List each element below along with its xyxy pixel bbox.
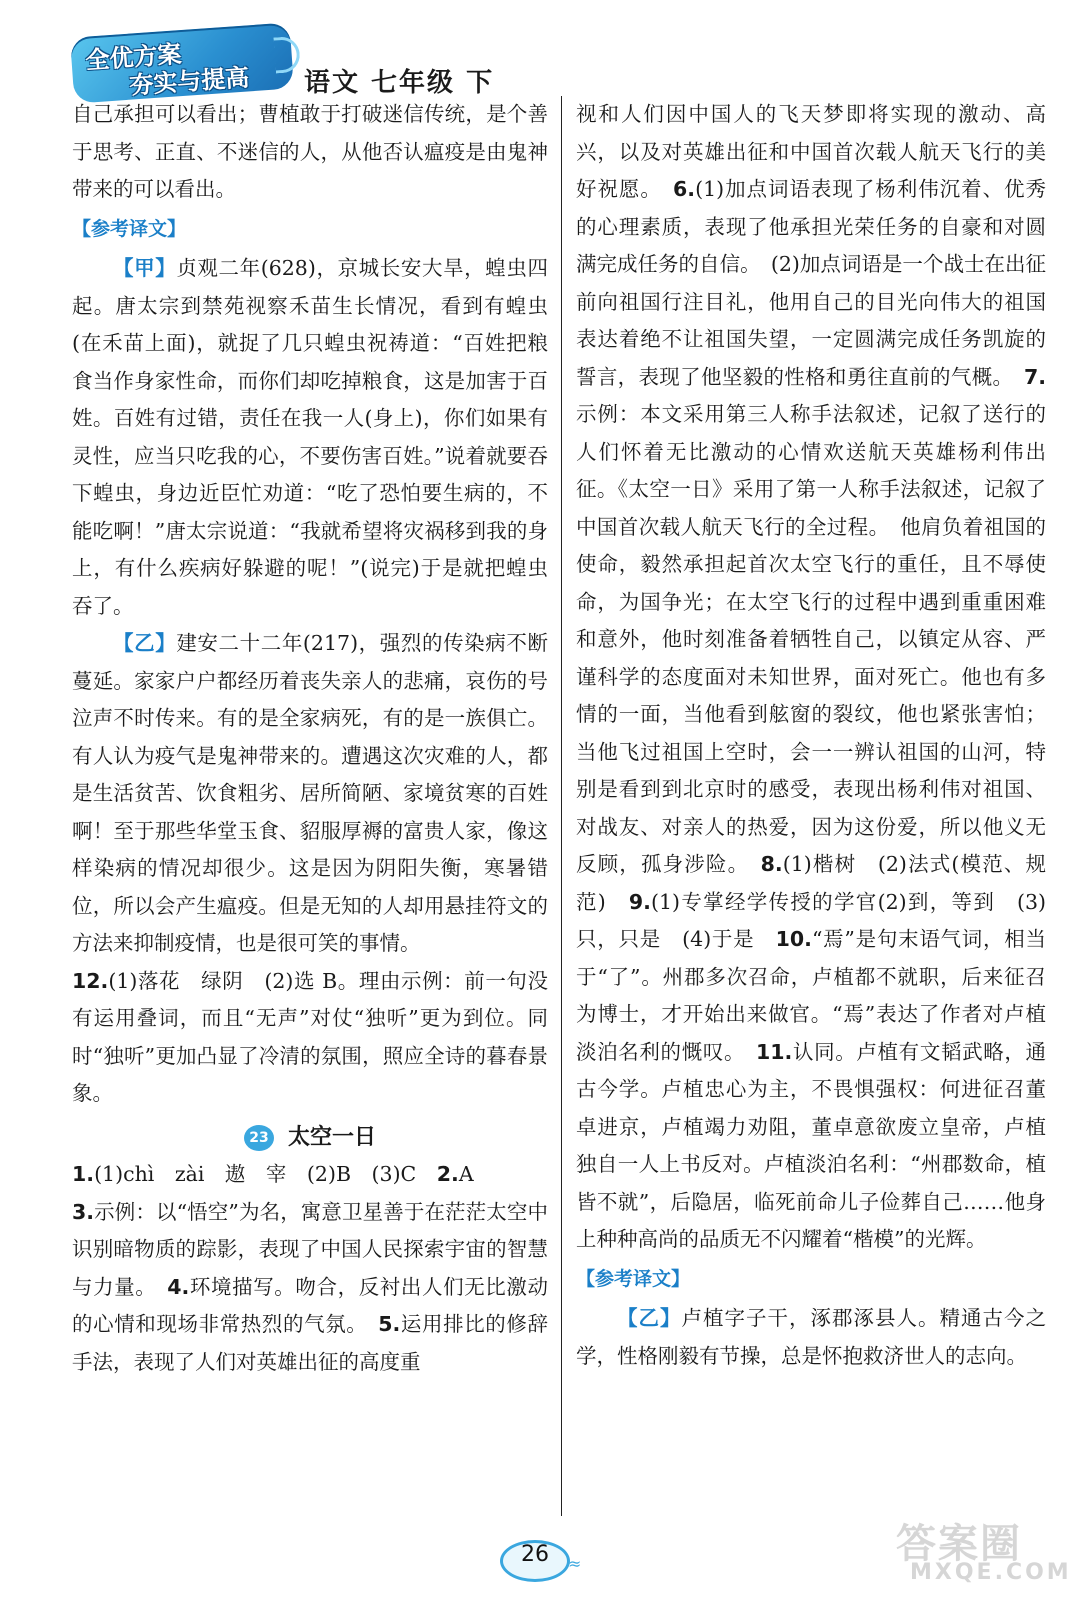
answer-text: “焉”是句末语气词，相当于“了”。州郡多次召命，卢植都不就职，后来征召为博士，才开始出来做官。“焉”表达了作者对卢植淡泊名利的慨叹。 — [576, 927, 1046, 1064]
section-title: 太空一日 — [287, 1124, 376, 1150]
answer-text: 运用排比的修辞手法，表现了人们对英雄出征的高度重 — [72, 1312, 549, 1374]
translation-jia — [72, 250, 548, 625]
answer-number: 11. — [756, 1039, 793, 1064]
jia-label: 【甲】 — [113, 256, 177, 280]
site-watermark — [890, 1512, 1070, 1592]
answer-number: 6. — [673, 177, 696, 201]
answer-number: 3. — [72, 1199, 95, 1224]
answer-12 — [72, 963, 548, 1113]
answer-text: (1)加点词语表现了杨利伟沉着、优秀的心理素质，表现了他承担光荣任务的自豪和对圆满完成任务的自信。 (2)加点词语是一个战士在出征前向祖国行注目礼，他用自己的目光向伟大的祖国表达着绝不让祖国失望，一定圆满完成任务凯旋的誓言，表现了他坚毅的性格和勇往直前的气概。 — [576, 177, 1047, 389]
logo-title: 全优方案 — [84, 40, 183, 75]
translation-yi — [72, 625, 548, 963]
answer-number: 9. — [628, 889, 651, 914]
wave-decoration-icon: ≈ — [568, 1554, 582, 1573]
subject-grade-label: 语文 七年级 下 — [304, 68, 495, 98]
answer-number: 1. — [72, 1162, 95, 1186]
brand-logo — [70, 22, 294, 103]
answer-text: 示例：以“悟空”为名，寓意卫星善于在茫茫太空中识别暗物质的踪影，表现了中国人民探索宇宙的智慧与力量。 — [72, 1199, 548, 1299]
answer-3-5 — [72, 1194, 548, 1382]
logo-subtitle: 夯实与提高 — [128, 63, 251, 100]
answer-number: 8. — [760, 852, 783, 876]
column-divider — [561, 96, 562, 1516]
answer-text: 示例：本文采用第三人称手法叙述，记叙了送行的人们怀着无比激动的心情欢送航天英雄杨利伟出征。《太空一日》采用了第一人称手法叙述，记叙了中国首次载人航天飞行的全过程。 他肩负着祖国的使命，毅然承担起首次太空飞行的重任，且不辱使命，为国争光；在太空飞行的过程中遇到重重困难和意外，他时刻准备着牺牲自己，以镇定从容、严谨科学的态度面对未知世界，面对死亡。他也有多情的一面，当他看到舷窗的裂纹，他也紧张害怕；当他飞过祖国上空时，会一一辨认祖国的山河，特别是看到到北京时的感受，表现出杨利伟对祖国、对战友、对亲人的热爱，因为这份爱，所以他义无反顾，孤身涉险。 — [576, 402, 1046, 876]
page-number-badge — [490, 1536, 600, 1580]
answer-text: (1)专掌经学传授的学官(2)到，等到 (3)只，只是 (4)于是 — [576, 889, 1046, 951]
reference-translation-heading: 【参考译文】 — [576, 1267, 691, 1290]
yi-text: 建安二十二年(217)，强烈的传染病不断蔓延。家家户户都经历着丧失亲人的悲痛，哀伤的号泣声不时传来。有的是全家病死，有的是一族俱亡。有人认为疫气是鬼神带来的。遭遇这次灾难的人，都是生活贫苦、饮食粗劣、居所简陋、家境贫寒的百姓啊！至于那些华堂玉食、貂服厚褥的富贵人家，像这样染病的情况却很少。这是因为阴阳失衡，寒暑错位，所以会产生瘟疫。但是无知的人却用悬挂符文的方法来抑制疫情，也是很可笑的事情。 — [72, 631, 548, 955]
answer-text: (1)chì zài 遨 宰 (2)B (3)C — [94, 1162, 437, 1186]
yi-text: 卢植字子干，涿郡涿县人。精通古今之学，性格刚毅有节操，总是怀抱救济世人的志向。 — [576, 1306, 1046, 1368]
section-heading — [72, 1119, 548, 1157]
answer-text: (1)楷树 (2)法式(模范、规范) — [576, 852, 1047, 914]
answer-number: 2. — [436, 1162, 459, 1186]
answer-text: 认同。卢植有文韬武略，通古今学。卢植忠心为主，不畏惧强权：何进征召董卓进京，卢植竭力劝阻，董卓意欲废立皇帝，卢植独自一人上书反对。卢植淡泊名利：“州郡数命，植皆不就”，后隐居，临死前命儿子俭葬自己……他身上种种高尚的品质无不闪耀着“楷模”的光辉。 — [576, 1039, 1047, 1251]
answer-text: A — [458, 1162, 474, 1186]
answer-number: 5. — [378, 1312, 401, 1336]
logo-swirl-icon — [273, 36, 300, 74]
answer-continuation: 视和人们因中国人的飞天梦即将实现的激动、高兴，以及对英雄出征和中国首次载人航天飞行的美好祝愿。 — [576, 102, 1046, 201]
answer-text: 环境描写。吻合，反衬出人们无比激动的心情和现场非常热烈的气氛。 — [72, 1274, 549, 1336]
translation-yi-2 — [576, 1300, 1046, 1375]
watermark-logo-text: 答案圈 — [896, 1521, 1022, 1567]
answer-1-2 — [72, 1156, 548, 1194]
answers-5-11 — [576, 96, 1046, 1259]
yi-label: 【乙】 — [113, 631, 177, 655]
answer-number: 4. — [167, 1274, 190, 1299]
reference-translation-heading: 【参考译文】 — [72, 217, 187, 240]
section-number-badge: 23 — [244, 1125, 274, 1151]
jia-text: 贞观二年(628)，京城长安大旱，蝗虫四起。唐太宗到禁苑视察禾苗生长情况，看到有蝗虫(在禾苗上面)，就捉了几只蝗虫祝祷道：“百姓把粮食当作身家性命，而你们却吃掉粮食，这是加害于百姓。百姓有过错，责任在我一人(身上)，你们如果有灵性，应当只吃我的心，不要伤害百姓。”说着就要吞下蝗虫，身边近臣忙劝道：“吃了恐怕要生病的，不能吃啊！”唐太宗说道：“我就希望将灾祸移到我的身上，有什么疾病好躲避的呢！”(说完)于是就把蝗虫吞了。 — [72, 256, 548, 618]
yi-label: 【乙】 — [617, 1306, 682, 1330]
answer-continuation: 自己承担可以看出；曹植敢于打破迷信传统，是个善于思考、正直、不迷信的人，从他否认瘟疫是由鬼神带来的可以看出。 — [72, 102, 548, 201]
answer-number: 10. — [775, 927, 812, 951]
answer-number: 12. — [72, 968, 109, 993]
left-column — [72, 96, 548, 1381]
answer-number: 7. — [1023, 364, 1046, 389]
page-header — [72, 22, 552, 102]
page-number: 26 — [521, 1542, 549, 1567]
right-column — [576, 96, 1046, 1375]
watermark-url: MXQE.COM — [910, 1560, 1072, 1585]
answer-text: (1)落花 绿阴 (2)选 B。理由示例：前一句没有运用叠词，而且“无声”对仗“独听”更为到位。同时“独听”更加凸显了冷清的氛围，照应全诗的暮春景象。 — [72, 968, 548, 1105]
